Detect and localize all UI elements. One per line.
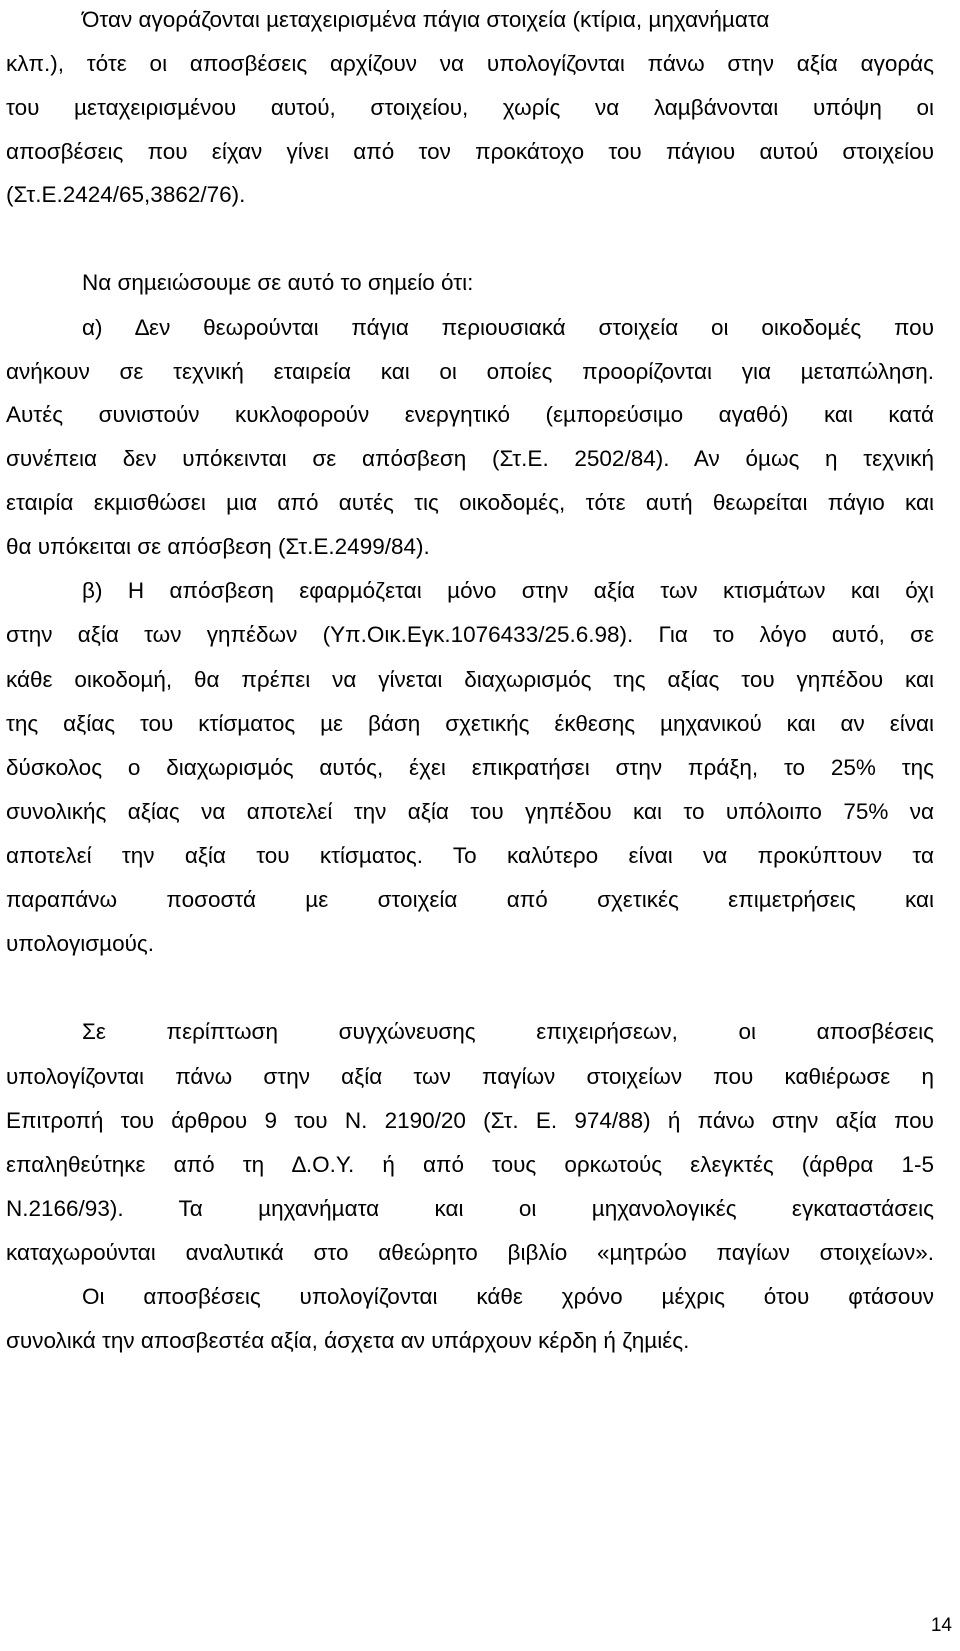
- text-line: υπολογίζονται πάνω στην αξία των παγίων στοιχείων που καθιέρωσε η: [6, 1064, 934, 1089]
- text-line: Ν.2166/93). Τα µηχανήµατα και οι µηχανολογικές εγκαταστάσεις: [6, 1196, 934, 1221]
- text-line: ανήκουν σε τεχνική εταιρεία και οι οποίες προορίζονται για µεταπώληση.: [6, 359, 934, 384]
- text-line: εταιρία εκµισθώσει µια από αυτές τις οικοδοµές, τότε αυτή θεωρείται πάγιο και: [6, 490, 934, 515]
- text-line: συνέπεια δεν υπόκεινται σε απόσβεση (Στ.Ε. 2502/84). Αν όµως η τεχνική: [6, 446, 934, 471]
- text-line: αποσβέσεις που είχαν γίνει από τον προκάτοχο του πάγιου αυτού στοιχείου: [6, 139, 934, 164]
- text-line: κάθε οικοδοµή, θα πρέπει να γίνεται διαχωρισµός της αξίας του γηπέδου και: [6, 667, 934, 692]
- text-line: β) Η απόσβεση εφαρµόζεται µόνο στην αξία των κτισµάτων και όχι: [82, 578, 934, 603]
- text-line: επαληθεύτηκε από τη ∆.Ο.Υ. ή από τους ορκωτούς ελεγκτές (άρθρα 1-5: [6, 1152, 934, 1177]
- text-line: συνολικά την αποσβεστέα αξία, άσχετα αν υπάρχουν κέρδη ή ζηµιές.: [6, 1328, 690, 1353]
- text-line: (Στ.Ε.2424/65,3862/76).: [6, 182, 246, 207]
- text-line: του µεταχειρισµένου αυτού, στοιχείου, χωρίς να λαµβάνονται υπόψη οι: [6, 95, 934, 120]
- page-number: 14: [930, 1615, 952, 1636]
- text-line: αποτελεί την αξία του κτίσµατος. Το καλύτερο είναι να προκύπτουν τα: [6, 843, 934, 868]
- text-line: Αυτές συνιστούν κυκλοφορούν ενεργητικό (εµπορεύσιµο αγαθό) και κατά: [6, 402, 934, 427]
- text-line: καταχωρούνται αναλυτικά στο αθεώρητο βιβλίο «µητρώο παγίων στοιχείων».: [6, 1240, 934, 1265]
- text-line: Επιτροπή του άρθρου 9 του Ν. 2190/20 (Στ. Ε. 974/88) ή πάνω στην αξία που: [6, 1108, 934, 1133]
- text-line: δύσκολος ο διαχωρισµός αυτός, έχει επικρατήσει στην πράξη, το 25% της: [6, 755, 934, 780]
- text-line: κλπ.), τότε οι αποσβέσεις αρχίζουν να υπολογίζονται πάνω στην αξία αγοράς: [6, 51, 934, 76]
- text-line: στην αξία των γηπέδων (Υπ.Οικ.Εγκ.1076433/25.6.98). Για το λόγο αυτό, σε: [6, 622, 934, 647]
- text-line: θα υπόκειται σε απόσβεση (Στ.Ε.2499/84).: [6, 534, 430, 559]
- text-line: Οι αποσβέσεις υπολογίζονται κάθε χρόνο µέχρις ότου φτάσουν: [82, 1284, 934, 1309]
- text-line: Σε περίπτωση συγχώνευσης επιχειρήσεων, οι αποσβέσεις: [82, 1019, 934, 1044]
- text-line: παραπάνω ποσοστά µε στοιχεία από σχετικές επιµετρήσεις και: [6, 887, 934, 912]
- text-line: Να σηµειώσουµε σε αυτό το σηµείο ότι:: [82, 270, 474, 295]
- text-line: α) ∆εν θεωρούνται πάγια περιουσιακά στοιχεία οι οικοδοµές που: [82, 315, 934, 340]
- text-line: υπολογισµούς.: [6, 931, 155, 956]
- text-line: της αξίας του κτίσµατος µε βάση σχετικής έκθεσης µηχανικού και αν είναι: [6, 711, 934, 736]
- text-line: συνολικής αξίας να αποτελεί την αξία του γηπέδου και το υπόλοιπο 75% να: [6, 799, 934, 824]
- text-line: Όταν αγοράζονται µεταχειρισµένα πάγια στοιχεία (κτίρια, µηχανήµατα: [82, 7, 770, 32]
